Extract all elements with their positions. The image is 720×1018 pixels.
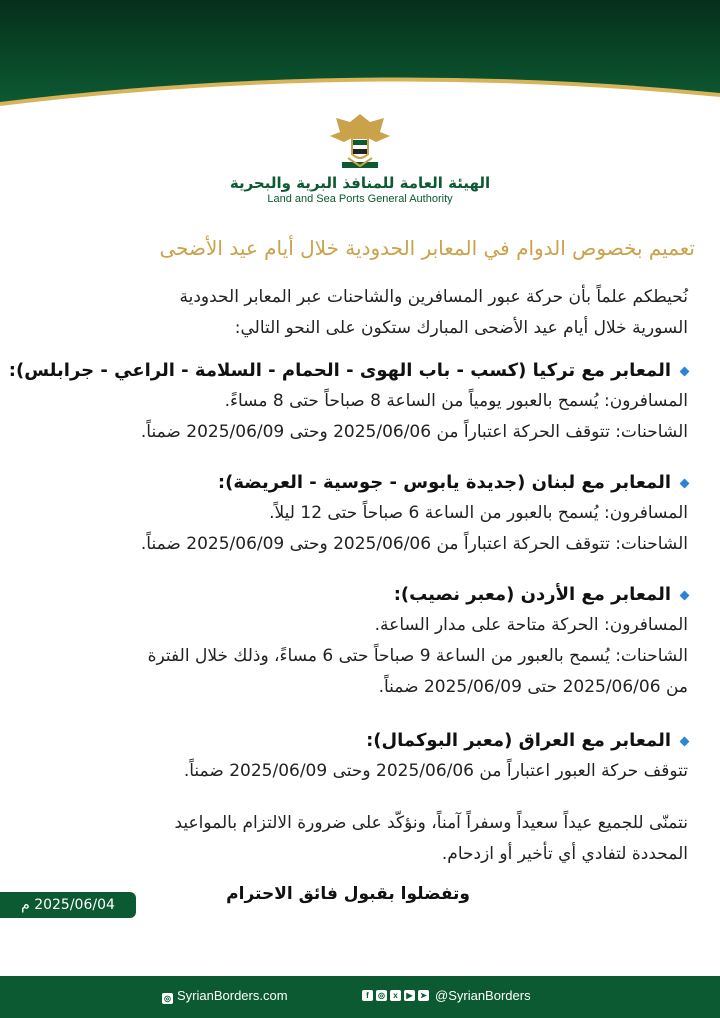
closing-line: نتمنّى للجميع عيداً سعيداً وسفراً آمناً، ونؤكّد على ضرورة الالتزام بالمواعيد bbox=[174, 813, 688, 833]
website-link[interactable]: ◎ SyrianBorders.com bbox=[164, 988, 288, 1003]
section-line: الشاحنات: يُسمح بالعبور من الساعة 9 صباحاً حتى 6 مساءً، وذلك خلال الفترة bbox=[147, 646, 688, 666]
section-line: الشاحنات: تتوقف الحركة اعتباراً من 2025/06/06 وحتى 2025/06/09 ضمناً. bbox=[140, 422, 688, 442]
section-line: الشاحنات: تتوقف الحركة اعتباراً من 2025/06/06 وحتى 2025/06/09 ضمناً. bbox=[140, 534, 688, 554]
section-heading: المعابر مع لبنان (جديدة يابوس - جوسية - العريضة): bbox=[48, 468, 688, 498]
section-line: من 2025/06/06 حتى 2025/06/09 ضمناً. bbox=[378, 677, 688, 697]
date-badge: 2025/06/04 م bbox=[0, 892, 136, 918]
section-turkey bbox=[8, 356, 688, 448]
signoff: وتفضلوا بقبول فائق الاحترام bbox=[226, 884, 470, 904]
telegram-icon[interactable]: ➤ bbox=[418, 990, 429, 1001]
section-line: المسافرون: يُسمح بالعبور من الساعة 6 صباحاً حتى 12 ليلاً. bbox=[269, 503, 688, 523]
section-jordan bbox=[48, 580, 688, 703]
section-line: المسافرون: يُسمح بالعبور يومياً من الساعة 8 صباحاً حتى 8 مساءً. bbox=[224, 391, 688, 411]
section-lebanon bbox=[48, 468, 688, 560]
eagle-emblem-icon bbox=[322, 108, 398, 178]
footer-bar bbox=[0, 976, 720, 1018]
diamond-bullet-icon bbox=[680, 590, 690, 600]
header-band bbox=[0, 0, 720, 120]
intro-paragraph bbox=[48, 282, 688, 344]
diamond-bullet-icon bbox=[680, 478, 690, 488]
section-line: المسافرون: الحركة متاحة على مدار الساعة. bbox=[374, 615, 688, 635]
section-line: تتوقف حركة العبور اعتباراً من 2025/06/06 وحتى 2025/06/09 ضمناً. bbox=[183, 761, 688, 781]
x-icon[interactable]: x bbox=[390, 990, 401, 1001]
org-name-arabic: الهيئة العامة للمنافذ البرية والبحرية bbox=[229, 174, 491, 192]
closing-line: المحددة لتفادي أي تأخير أو ازدحام. bbox=[441, 844, 688, 864]
facebook-icon[interactable]: f bbox=[362, 990, 373, 1001]
section-heading: المعابر مع تركيا (كسب - باب الهوى - الحمام - السلامة - الراعي - جرابلس): bbox=[48, 356, 688, 386]
youtube-icon[interactable]: ▶ bbox=[404, 990, 415, 1001]
globe-icon: ◎ bbox=[162, 993, 173, 1004]
diamond-bullet-icon bbox=[680, 736, 690, 746]
section-iraq bbox=[48, 726, 688, 787]
page-title: تعميم بخصوص الدوام في المعابر الحدودية خلال أيام عيد الأضحى bbox=[159, 236, 695, 260]
closing-paragraph bbox=[48, 808, 688, 870]
section-heading: المعابر مع العراق (معبر البوكمال): bbox=[48, 726, 688, 756]
diamond-bullet-icon bbox=[680, 366, 690, 376]
social-handle-link[interactable] bbox=[362, 988, 531, 1003]
intro-line: السورية خلال أيام عيد الأضحى المبارك ستكون على النحو التالي: bbox=[234, 318, 688, 338]
section-heading: المعابر مع الأردن (معبر نصيب): bbox=[48, 580, 688, 610]
intro-line: نُحيطكم علماً بأن حركة عبور المسافرين والشاحنات عبر المعابر الحدودية bbox=[179, 287, 688, 307]
instagram-icon[interactable]: ◎ bbox=[376, 990, 387, 1001]
social-handle: @SyrianBorders bbox=[435, 988, 531, 1003]
org-name-english: Land and Sea Ports General Authority bbox=[267, 193, 453, 205]
